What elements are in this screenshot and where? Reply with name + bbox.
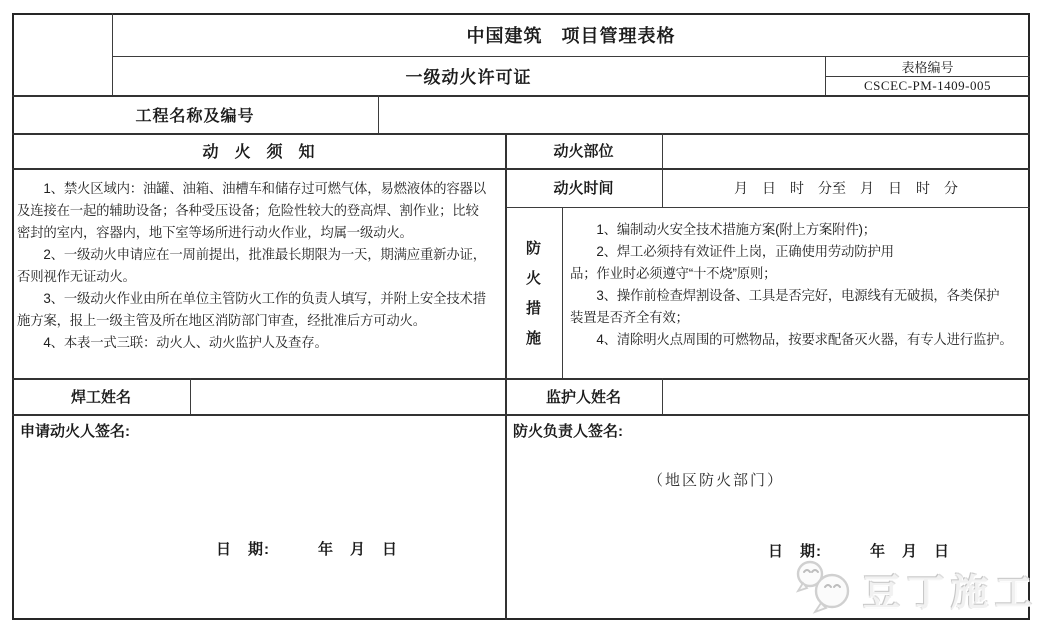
docin-watermark [791, 556, 1039, 621]
measures-body: 1、编制动火安全技术措施方案(附上方案附件)； 2、焊工必须持有效证件上岗，正确使用劳动防护用 品；作业时必须遵守“十不烧”原则； 3、操作前检查焊割设备、工具是否完好，电源线有无破损，各类保护 装置是否齐全有效； 4、清除明火点周围的可燃物品，按要求配备灭火器，有专人进行监护。 [570, 222, 1013, 347]
docin-faces-icon [791, 556, 855, 621]
divider [12, 414, 1030, 416]
hotwork-location-label: 动火部位 [553, 143, 614, 160]
hotwork-location-value [662, 133, 1030, 168]
project-name-label: 工程名称及编号 [135, 107, 255, 125]
hotwork-time-value: 月 日 时 分至 月 日 时 分 [734, 179, 958, 196]
welder-name-label: 焊工姓名 [70, 388, 131, 406]
supervisor-name-value [662, 378, 1030, 414]
divider [562, 207, 563, 378]
notice-header: 动 火 须 知 [202, 144, 315, 161]
form-title: 一级动火许可证 [405, 68, 532, 87]
applicant-date-line: 日 期: 年 月 日 [216, 541, 398, 558]
welder-name-value [190, 378, 505, 414]
measures-label-char: 火 [525, 270, 541, 287]
fire-officer-signature-label: 防火负责人签名: [513, 423, 623, 440]
notice-body: 1、禁火区域内：油罐、油箱、油槽车和储存过可燃气体，易燃液体的容器以 及连接在一起的辅助设备；各种受压设备；危险性较大的登高焊、割作业；比较 密封的室内，容器内，地下室等场所进行动火作业，均属一级动火。 2、一级动火申请应在一周前提出，批准最长期限为一天，期满应重新办证， 否则视作无证动火。 3、一级动火作业由所在单位主管防火工作的负责人填写，并附上安全技术措 施方案，报上一级主管及所在地区消防部门审查，经批准后方可动火。 4、本表一式三联：动火人、动火监护人及查存。 [17, 181, 486, 350]
applicant-signature-label: 申请动火人签名: [20, 423, 130, 440]
watermark-text: 豆丁施工 [863, 571, 1039, 613]
hotwork-time-label: 动火时间 [553, 180, 614, 197]
form-number-label: 表格编号 [901, 59, 954, 75]
org-title: 中国建筑 项目管理表格 [466, 25, 676, 46]
measures-label-char: 措 [525, 300, 541, 317]
project-name-value [378, 95, 1030, 133]
measures-label-char: 防 [525, 240, 541, 257]
fire-officer-date-line: 日 期: 年 月 日 [768, 543, 950, 560]
measures-label-char: 施 [525, 330, 541, 347]
measures-label [505, 207, 562, 378]
divider [505, 207, 1030, 208]
regional-fire-dept-note: （地区防火部门） [648, 472, 785, 489]
form-number-value: CSCEC-PM-1409-005 [864, 77, 991, 93]
supervisor-name-label: 监护人姓名 [545, 388, 621, 406]
